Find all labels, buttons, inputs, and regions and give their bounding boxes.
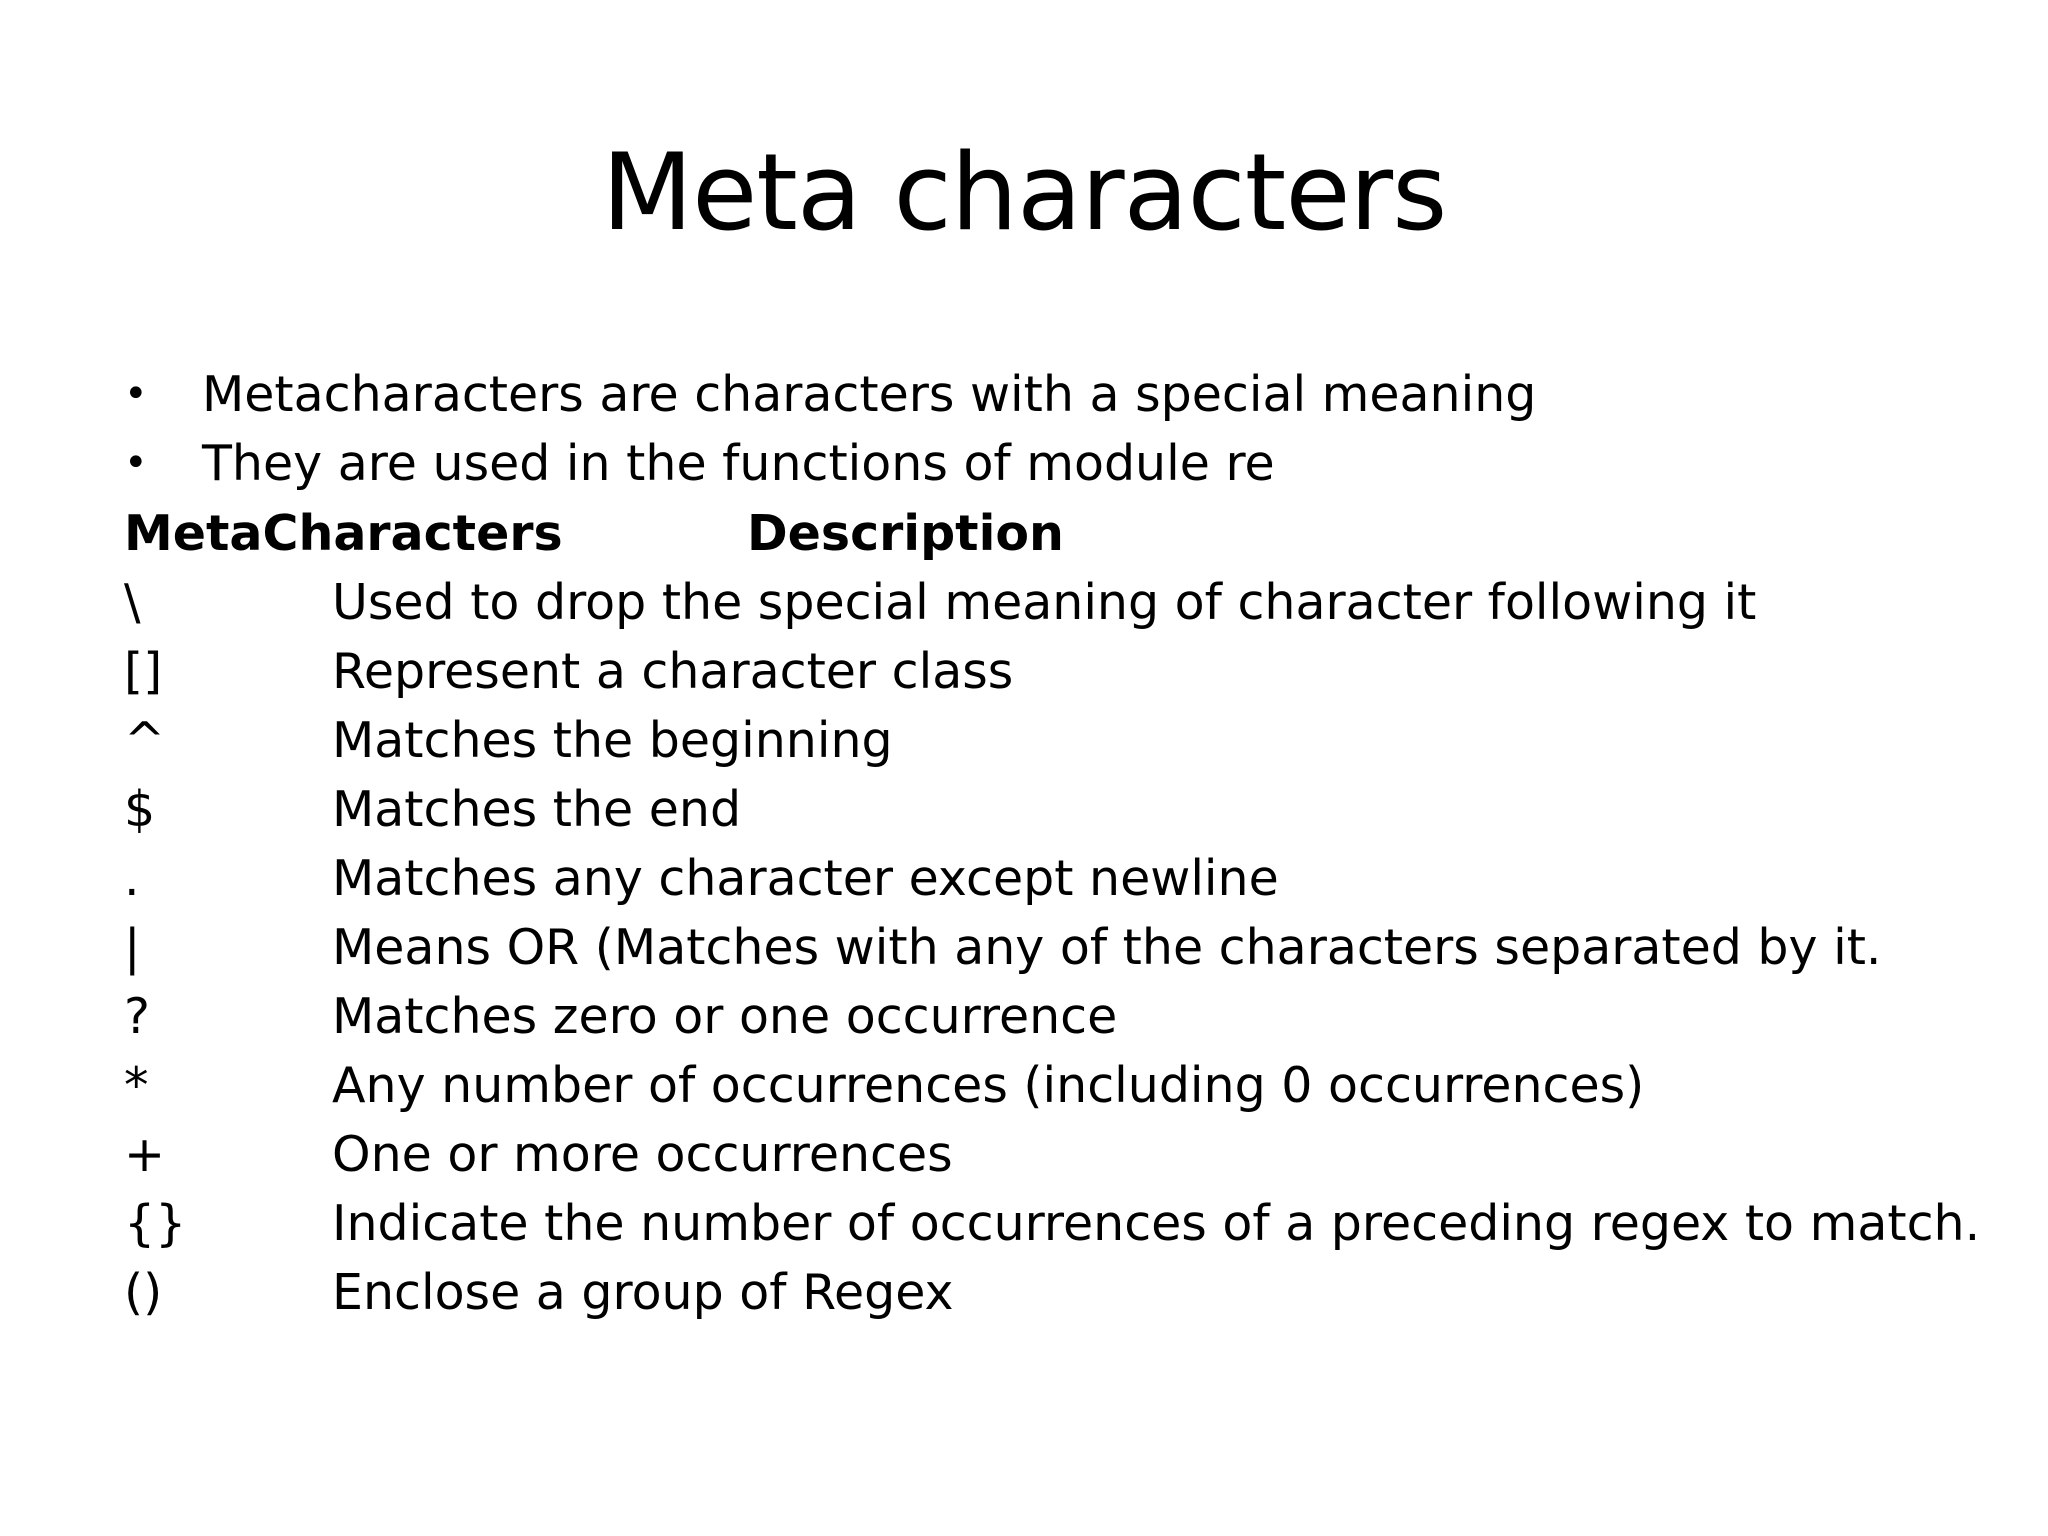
metacharacter-symbol: | (124, 919, 141, 976)
metacharacter-description: Represent a character class (332, 643, 1014, 700)
metacharacter-symbol: + (124, 1126, 166, 1183)
metacharacter-description: Matches any character except newline (332, 850, 1279, 907)
header-metacharacters: MetaCharacters (124, 505, 563, 562)
metacharacter-symbol: . (124, 850, 140, 907)
metacharacter-symbol: {} (124, 1195, 187, 1252)
metacharacter-description: Enclose a group of Regex (332, 1264, 954, 1321)
metacharacter-symbol: * (124, 1057, 149, 1114)
metacharacter-symbol: () (124, 1264, 163, 1321)
metacharacter-description: Matches zero or one occurrence (332, 988, 1118, 1045)
slide-title: Meta characters (601, 131, 1447, 254)
bullet-dot: • (124, 440, 148, 486)
header-description: Description (747, 505, 1064, 562)
metacharacter-description: Used to drop the special meaning of character following it (332, 574, 1757, 631)
metacharacter-symbol: [] (124, 643, 163, 700)
bullet-text: They are used in the functions of module re (202, 435, 1275, 492)
bullet-text: Metacharacters are characters with a special meaning (202, 366, 1537, 423)
metacharacter-symbol: \ (124, 574, 141, 631)
metacharacter-description: One or more occurrences (332, 1126, 953, 1183)
metacharacter-description: Any number of occurrences (including 0 occurrences) (332, 1057, 1645, 1114)
bullet-dot: • (124, 371, 148, 417)
metacharacter-symbol: $ (124, 781, 156, 838)
metacharacter-description: Means OR (Matches with any of the characters separated by it. (332, 919, 1882, 976)
metacharacter-description: Matches the beginning (332, 712, 893, 769)
metacharacter-description: Indicate the number of occurrences of a preceding regex to match. (332, 1195, 1981, 1252)
metacharacter-description: Matches the end (332, 781, 742, 838)
metacharacter-symbol: ? (124, 988, 151, 1045)
metacharacter-symbol: ^ (124, 712, 166, 769)
